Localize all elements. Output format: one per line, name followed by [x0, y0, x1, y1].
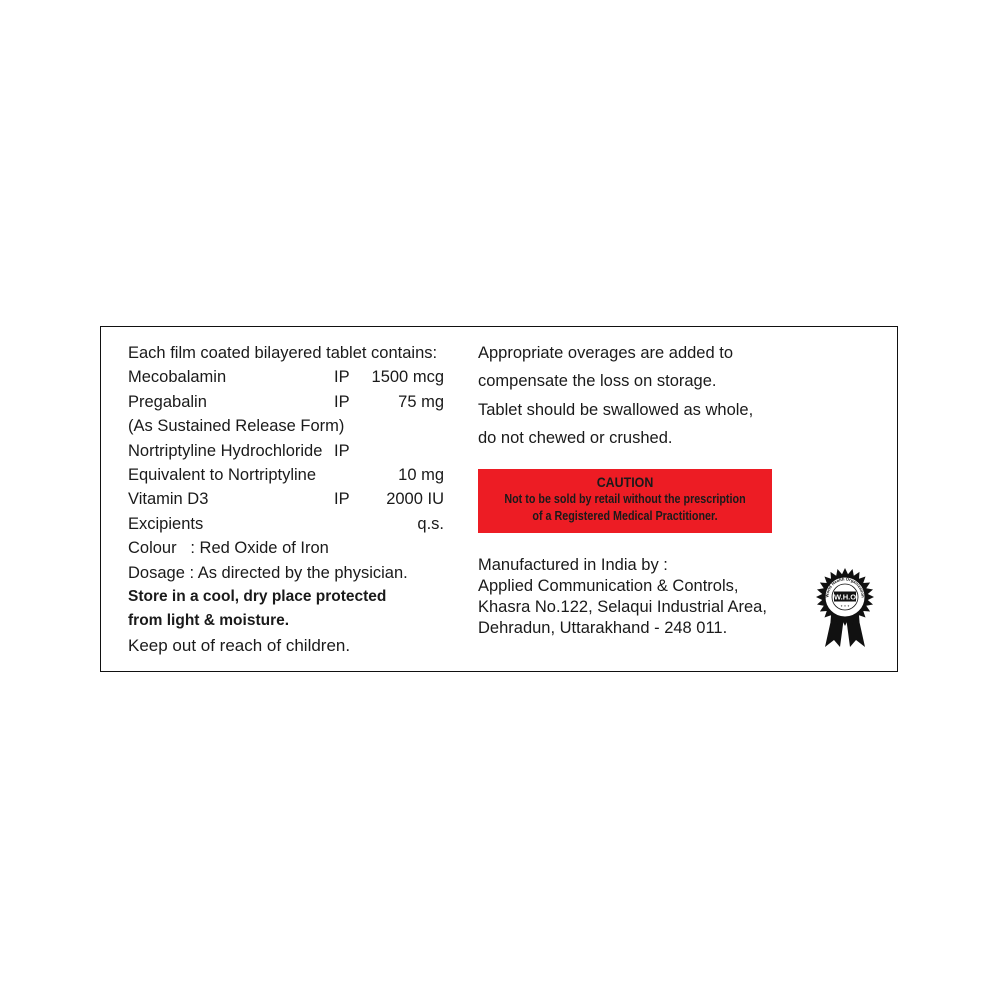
- ingredient-standard: IP: [334, 490, 350, 509]
- caution-text: of a Registered Medical Practitioner.: [532, 509, 718, 523]
- product-label: [100, 326, 898, 672]
- note-line: compensate the loss on storage.: [478, 372, 717, 391]
- ingredient-name: Vitamin D3: [128, 490, 209, 509]
- notes-section: [478, 339, 798, 452]
- ingredient-standard: IP: [334, 392, 350, 411]
- caution-title: CAUTION: [596, 475, 654, 490]
- children-warning: Keep out of reach of children.: [128, 635, 351, 655]
- manufacturer-line: Khasra No.122, Selaqui Industrial Area,: [478, 598, 767, 616]
- ingredient-name: Nortriptyline Hydrochloride: [128, 441, 323, 460]
- ingredient-row: [128, 487, 448, 511]
- composition-heading: Each film coated bilayered tablet contains:: [128, 344, 438, 362]
- ingredient-name: Equivalent to Nortriptyline: [128, 465, 317, 484]
- storage-line: Store in a cool, dry place protected: [128, 587, 387, 605]
- caution-text: Not to be sold by retail without the prescription: [504, 492, 746, 506]
- seal-ring-text: World Health Organization: [824, 576, 866, 598]
- ingredient-row: [128, 463, 448, 487]
- ingredient-quantity: 75 mg: [398, 392, 444, 411]
- seal-text: W.H.O: [833, 592, 857, 602]
- ingredient-standard: IP: [334, 368, 350, 387]
- note-line: Appropriate overages are added to: [478, 344, 734, 362]
- dosage-line: Dosage : As directed by the physician.: [128, 563, 408, 582]
- ingredient-row: [128, 365, 448, 389]
- ingredient-name: Pregabalin: [128, 392, 207, 411]
- manufacturer-section: [478, 555, 798, 639]
- ingredient-quantity: 1500 mcg: [371, 368, 444, 387]
- manufacturer-line: Manufactured in India by :: [478, 556, 668, 574]
- ingredient-name: Excipients: [128, 514, 204, 533]
- ingredient-quantity: 10 mg: [398, 465, 444, 484]
- ingredient-row: [128, 414, 448, 438]
- ingredient-name: (As Sustained Release Form): [128, 417, 345, 436]
- composition-section: [128, 341, 448, 658]
- manufacturer-line: Dehradun, Uttarakhand - 248 011.: [478, 619, 728, 637]
- ingredient-row: [128, 512, 448, 536]
- colour-line: Colour : Red Oxide of Iron: [128, 539, 329, 558]
- ingredient-quantity: 2000 IU: [386, 490, 444, 509]
- manufacturer-line: Applied Communication & Controls,: [478, 577, 739, 595]
- storage-line: from light & moisture.: [128, 612, 290, 630]
- who-seal-graphic: [815, 567, 875, 649]
- note-line: Tablet should be swallowed as whole,: [478, 400, 754, 419]
- who-rosette-seal-icon: [815, 567, 875, 649]
- note-line: do not chewed or crushed.: [478, 428, 673, 447]
- ingredient-quantity: q.s.: [417, 514, 444, 533]
- ingredient-row: [128, 439, 448, 463]
- ingredient-standard: IP: [334, 441, 350, 460]
- ingredient-name: Mecobalamin: [128, 368, 227, 387]
- caution-box: [478, 469, 772, 533]
- ingredient-row: [128, 390, 448, 414]
- svg-text:✦ ✦ ✦: ✦ ✦ ✦: [840, 604, 850, 608]
